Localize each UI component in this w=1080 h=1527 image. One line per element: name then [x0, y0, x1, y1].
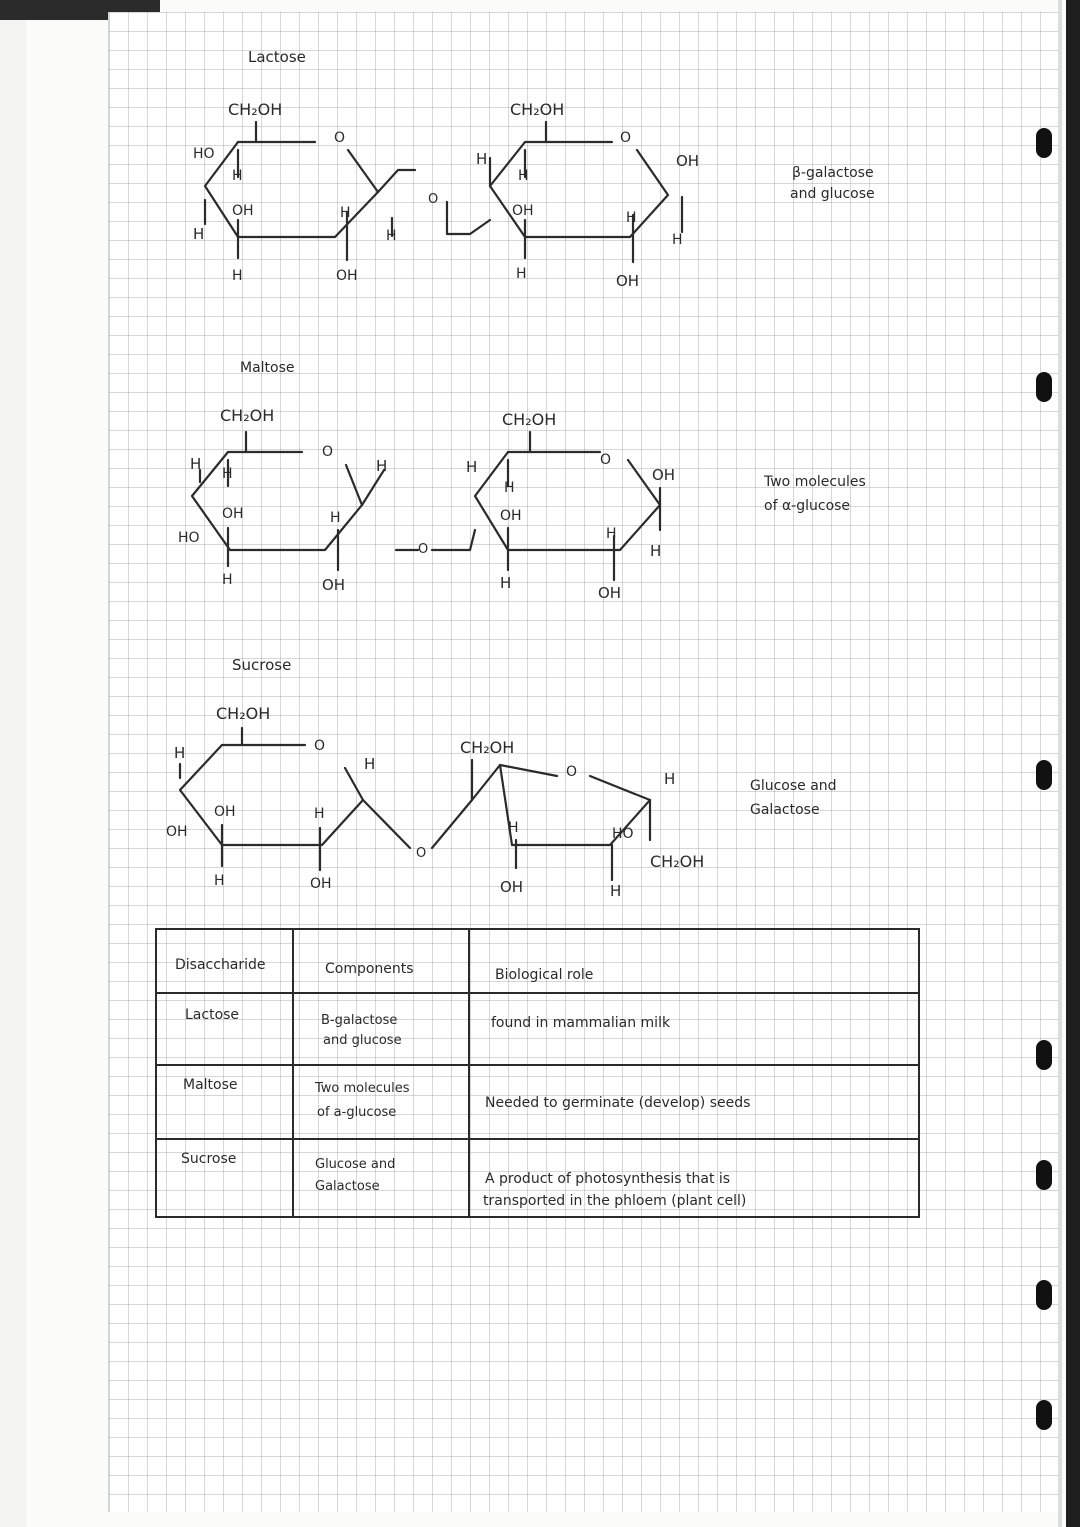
maltose-ring1-h-bottom: H [222, 572, 233, 588]
maltose-ring2-h-left: H [466, 458, 478, 476]
maltose-ring2-oh-right: OH [652, 466, 676, 484]
table-col-divider [292, 928, 294, 1218]
lactose-ring-2 [490, 122, 682, 262]
sucrose-title: Sucrose [232, 656, 292, 674]
lactose-ring1-h-top: H [232, 168, 243, 184]
row-lactose-components-1: B-galactose [321, 1013, 398, 1028]
lactose-ring2-oh-right: OH [676, 152, 700, 170]
header-biological-role: Biological role [495, 967, 594, 983]
lactose-ring2-h-right: H [672, 232, 683, 248]
row-maltose-name: Maltose [183, 1077, 238, 1093]
row-maltose-components-1: Two molecules [315, 1081, 410, 1096]
lactose-ring2-oh-bottom: OH [616, 272, 640, 290]
sucrose-glycosidic-bond [363, 800, 472, 848]
lactose-ring2-h-top: H [518, 168, 529, 184]
table-border-left [155, 928, 157, 1218]
table-col-divider [468, 928, 470, 1218]
maltose-ring2-ch2oh: CH₂OH [502, 410, 557, 429]
maltose-ring1-h-top: H [222, 466, 233, 482]
lactose-ring1-oh-mid: OH [232, 203, 254, 219]
maltose-ring-2 [475, 432, 660, 580]
lactose-ring2-oh-mid: OH [512, 203, 534, 219]
lactose-ring2-o: O [620, 130, 632, 146]
sucrose-ring2-h-mid: H [508, 820, 519, 836]
maltose-ring2-h-top: H [504, 480, 515, 496]
maltose-ring-1 [192, 432, 362, 570]
maltose-ring1-oh-mid: OH [222, 506, 244, 522]
lactose-ring2-ch2oh: CH₂OH [510, 100, 565, 119]
row-lactose-role: found in mammalian milk [491, 1015, 671, 1031]
row-sucrose-role-1: A product of photosynthesis that is [485, 1171, 731, 1187]
maltose-ring2-h-bottom: H [500, 574, 512, 592]
lactose-note-line1: β-galactose [792, 165, 874, 181]
row-sucrose-role-2: transported in the phloem (plant cell) [483, 1193, 747, 1209]
lactose-title: Lactose [248, 48, 306, 66]
sucrose-ring1-h-bottom: H [214, 873, 225, 889]
sucrose-ring1-h-left: H [174, 744, 186, 762]
maltose-ring1-oh-bottom: OH [322, 576, 346, 594]
maltose-note-line2: of α-glucose [764, 498, 851, 514]
sucrose-ring1-oh-mid: OH [214, 804, 236, 820]
sucrose-note-line1: Glucose and [750, 778, 837, 794]
sucrose-ring2-ch2oh: CH₂OH [460, 738, 515, 757]
maltose-ring1-h-right: H [376, 457, 388, 475]
sucrose-ring1-o: O [314, 738, 326, 754]
sucrose-ring1-oh-left: OH [166, 824, 188, 840]
sucrose-ring2-h-right: H [664, 770, 676, 788]
row-lactose-name: Lactose [185, 1007, 240, 1023]
lactose-ring2-h-right-in: H [626, 210, 637, 226]
row-sucrose-name: Sucrose [181, 1151, 237, 1167]
sucrose-ring2-h-bottom: H [610, 882, 622, 900]
lactose-ring2-h-bottom: H [516, 266, 527, 282]
lactose-ring1-h-bottom: H [232, 268, 243, 284]
sucrose-ring1-h-right-in: H [314, 806, 325, 822]
table-row-divider [155, 1138, 920, 1140]
maltose-ring2-oh-bottom: OH [598, 584, 622, 602]
lactose-ring1-oh-bottom: OH [336, 268, 358, 284]
lactose-ring1-h-right-in: H [340, 205, 351, 221]
row-sucrose-components-1: Glucose and [315, 1157, 396, 1172]
maltose-ring1-h-right-in: H [330, 510, 341, 526]
maltose-ring2-oh-mid: OH [500, 508, 522, 524]
row-lactose-components-2: and glucose [323, 1033, 402, 1048]
lactose-ring1-o: O [334, 130, 346, 146]
sucrose-ring-1 [180, 728, 363, 870]
sucrose-ring2-o: O [566, 764, 578, 780]
lactose-ring-1 [205, 122, 392, 260]
sucrose-bridge-o: O [416, 846, 427, 861]
sucrose-ring2-oh-bottom: OH [500, 878, 524, 896]
lactose-bridge-o: O [428, 192, 439, 207]
lactose-ring1-ch2oh: CH₂OH [228, 100, 283, 119]
row-maltose-components-2: of a-glucose [317, 1105, 397, 1120]
maltose-ring1-o: O [322, 444, 334, 460]
sucrose-ring2-ch2oh-right: CH₂OH [650, 852, 705, 871]
header-components: Components [325, 961, 414, 977]
sucrose-ring-2 [472, 760, 650, 880]
maltose-ring1-ho: HO [178, 530, 200, 546]
table-border-bottom [155, 1216, 920, 1218]
lactose-ring1-h-right: H [386, 228, 397, 244]
sucrose-ring1-ch2oh: CH₂OH [216, 704, 271, 723]
maltose-title: Maltose [240, 360, 295, 376]
maltose-ring2-h-right: H [650, 542, 662, 560]
lactose-ring1-h-left: H [193, 225, 205, 243]
disaccharide-table [155, 928, 920, 1243]
table-row-divider [155, 1064, 920, 1066]
row-maltose-role: Needed to germinate (develop) seeds [485, 1095, 751, 1111]
maltose-glycosidic-bond [362, 470, 475, 550]
maltose-note-line1: Two molecules [764, 474, 866, 490]
maltose-bridge-o: O [418, 542, 429, 557]
table-row-divider [155, 992, 920, 994]
header-disaccharide: Disaccharide [175, 957, 266, 973]
table-border-top [155, 928, 920, 930]
table-border-right [918, 928, 920, 1218]
maltose-ring1-ch2oh: CH₂OH [220, 406, 275, 425]
row-sucrose-components-2: Galactose [315, 1179, 380, 1194]
maltose-ring1-h-left: H [190, 455, 202, 473]
sucrose-ring1-h-right: H [364, 755, 376, 773]
sucrose-note-line2: Galactose [750, 802, 820, 818]
maltose-ring2-o: O [600, 452, 612, 468]
maltose-ring2-h-right-in: H [606, 526, 617, 542]
lactose-ring1-ho: HO [193, 146, 215, 162]
sucrose-ring2-ho: HO [612, 826, 634, 842]
lactose-note-line2: and glucose [790, 186, 875, 202]
sucrose-ring1-oh-bottom: OH [310, 876, 332, 892]
lactose-ring2-h-left: H [476, 150, 488, 168]
